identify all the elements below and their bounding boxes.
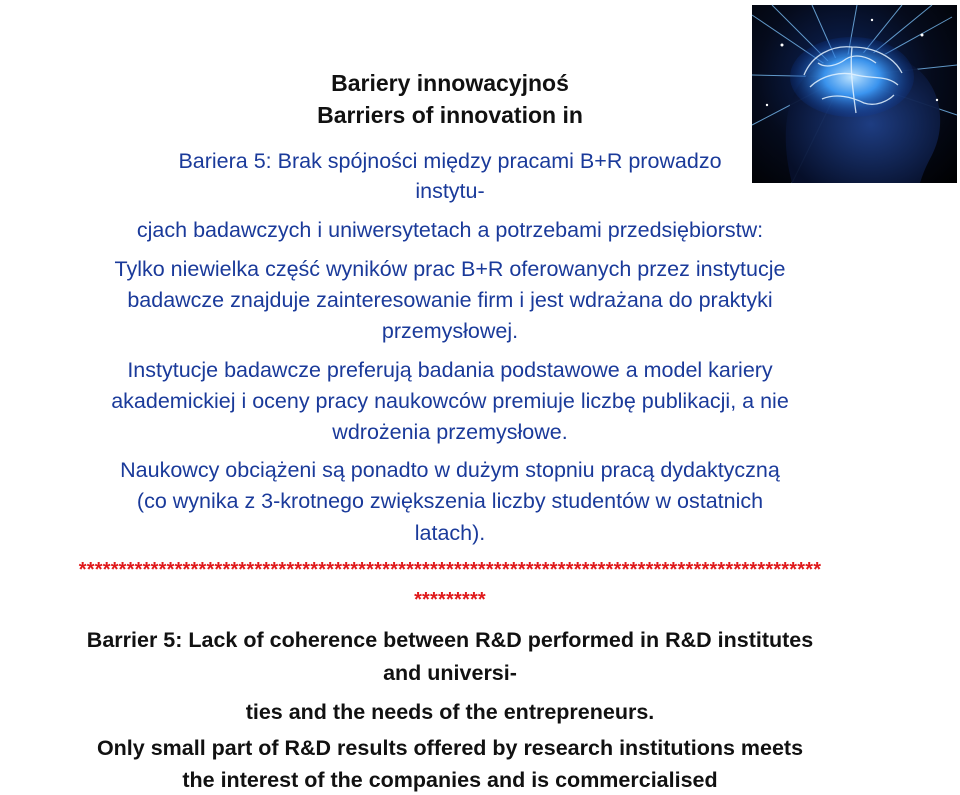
pl-paragraph-1-line-1: Tylko niewielka część wyników prac B+R oferowanych przez instytucje — [114, 257, 786, 281]
pl-barrier-line-1: Bariera 5: Brak spójności między pracami B+R prowadzo — [178, 149, 722, 173]
pl-barrier-line-2: instytu- — [415, 179, 485, 203]
en-paragraph-1-line-1: Only small part of R&D results offered by research institutions meets — [96, 736, 804, 760]
pl-paragraph-2-line-2: akademickiej i oceny pracy naukowców premiuje liczbę publikacji, a nie — [111, 389, 789, 413]
pl-paragraph-3-line-1: Naukowcy obciążeni są ponadto w dużym stopniu pracą dydaktyczną — [120, 458, 780, 482]
separator-line-2: ********* — [414, 589, 486, 611]
pl-paragraph-1-line-2: badawcze znajduje zainteresowanie firm i jest wdrażana do praktyki — [127, 288, 773, 312]
pl-paragraph-1-line-3: przemysłowej. — [381, 319, 519, 343]
en-barrier-line-3: ties and the needs of the entrepreneurs. — [245, 700, 655, 724]
title-polish: Bariery innowacyjnoś — [331, 70, 569, 96]
en-barrier-line-1: Barrier 5: Lack of coherence between R&D performed in R&D institutes — [86, 628, 814, 652]
pl-paragraph-3-line-3: latach). — [414, 521, 486, 545]
en-paragraph-1-line-2: the interest of the companies and is commercialised — [182, 768, 718, 792]
pl-paragraph-2-line-3: wdrożenia przemysłowe. — [332, 420, 568, 444]
title-english: Barriers of innovation in — [317, 102, 583, 128]
pl-paragraph-2-line-1: Instytucje badawcze preferują badania podstawowe a model kariery — [127, 358, 773, 382]
separator-line-1: ********************************************************************************************* — [78, 559, 822, 581]
pl-paragraph-3-line-2: (co wynika z 3-krotnego zwiększenia liczby studentów w ostatnich — [136, 489, 764, 513]
pl-barrier-line-3: cjach badawczych i uniwersytetach a potrzebami przedsiębiorstw: — [136, 218, 764, 242]
en-barrier-line-2: and universi- — [383, 661, 517, 685]
